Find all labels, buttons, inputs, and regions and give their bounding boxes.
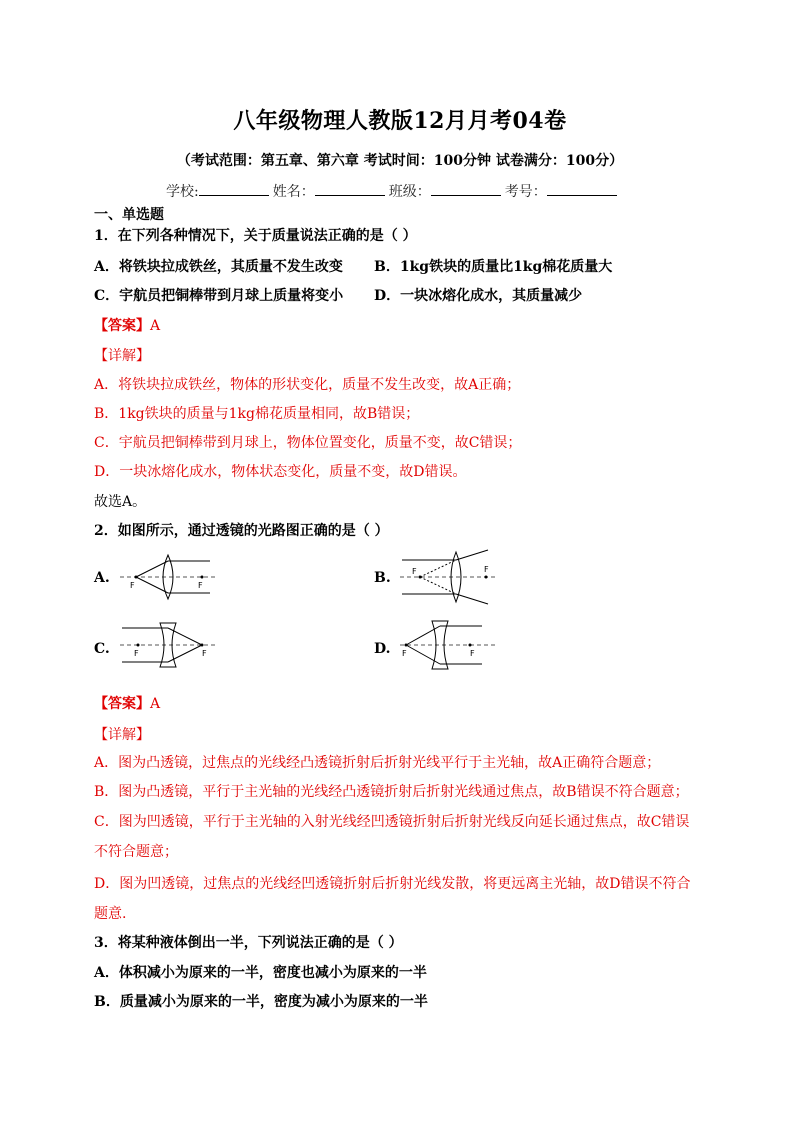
q1-answer-value: A [150,318,161,334]
q2-detail-line: 不符合题意； [94,844,178,860]
diagram-d-concave-lens [398,618,498,672]
q1-detail-line: B．1kg铁块的质量与1kg棉花质量相同，故B错误； [94,406,420,422]
q1-detail-tag: 【详解】 [94,348,150,364]
diagram-b-convex-lens [398,548,498,606]
exam-subtitle: （考试范围：第五章、第六章 考试时间：100分钟 试卷满分：100分） [176,153,624,169]
q2-label-d: D. [374,641,391,657]
q1-option-a: A．将铁块拉成铁丝，其质量不发生改变 [94,259,343,275]
q2-label-a: A. [94,570,110,586]
q3-option-b: B．质量减小为原来的一半，密度为减小为原来的一半 [94,994,428,1010]
q1-stem: 1．在下列各种情况下，关于质量说法正确的是（ ） [94,228,417,244]
focus-label: F [130,581,135,590]
q2-label-c: C. [94,641,110,657]
focus-label: F [484,565,489,574]
q2-detail-line: A．图为凸透镜，过焦点的光线经凸透镜折射后折射光线平行于主光轴，故A正确符合题意； [94,755,661,771]
diagram-c-concave-lens [118,620,218,670]
q2-answer-value: A [150,696,161,712]
class-label: 班级： [388,184,431,200]
q2-label-b: B. [374,570,391,586]
focus-label: F [202,649,207,658]
q2-detail-line: B．图为凸透镜，平行于主光轴的光线经凸透镜折射后折射光线通过焦点，故B错误不符合题意； [94,784,689,800]
focus-label: F [402,649,407,658]
q2-detail-tag: 【详解】 [94,727,150,743]
diagram-a-convex-lens [118,552,218,602]
q2-answer-tag: 【答案】 [94,696,150,712]
q2-detail-line: 题意. [94,906,127,922]
q1-option-d: D．一块冰熔化成水，其质量减少 [374,288,583,304]
q1-answer [94,315,160,335]
q1-detail-line: A．将铁块拉成铁丝，物体的形状变化，质量不发生改变，故A正确； [94,377,521,393]
focus-label: F [198,581,203,590]
school-label: 学校: [166,184,199,200]
name-label: 姓名： [272,184,315,200]
q1-answer-tag: 【答案】 [94,318,150,334]
q2-stem: 2．如图所示，通过透镜的光路图正确的是（ ） [94,523,389,539]
number-label: 考号： [504,184,547,200]
school-blank[interactable] [199,182,269,196]
q2-detail-line: C．图为凹透镜，平行于主光轴的入射光线经凹透镜折射后折射光线反向延长通过焦点，故C错误 [94,814,690,830]
number-blank[interactable] [547,182,617,196]
focus-label: F [134,649,139,658]
q1-detail-line: C．宇航员把铜棒带到月球上，物体位置变化，质量不变，故C错误； [94,435,522,451]
focus-label: F [470,649,475,658]
page-title: 八年级物理人教版12月月考04卷 [233,108,567,134]
focus-label: F [412,567,417,576]
q3-option-a: A．体积减小为原来的一半，密度也减小为原来的一半 [94,965,427,981]
student-info-line [166,181,621,201]
q2-detail-line: D．图为凹透镜，过焦点的光线经凹透镜折射后折射光线发散，将更远离主光轴，故D错误不符合 [94,876,691,892]
q1-detail-line: D．一块冰熔化成水，物体状态变化，质量不变，故D错误。 [94,464,467,480]
class-blank[interactable] [431,182,501,196]
q1-option-b: B．1kg铁块的质量比1kg棉花质量大 [374,259,613,275]
name-blank[interactable] [315,182,385,196]
q2-answer [94,693,160,713]
q1-conclusion: 故选A。 [94,494,147,510]
q1-option-c: C．宇航员把铜棒带到月球上质量将变小 [94,288,344,304]
q3-stem: 3．将某种液体倒出一半，下列说法正确的是（ ） [94,935,403,951]
section-heading: 一、单选题 [94,207,164,223]
